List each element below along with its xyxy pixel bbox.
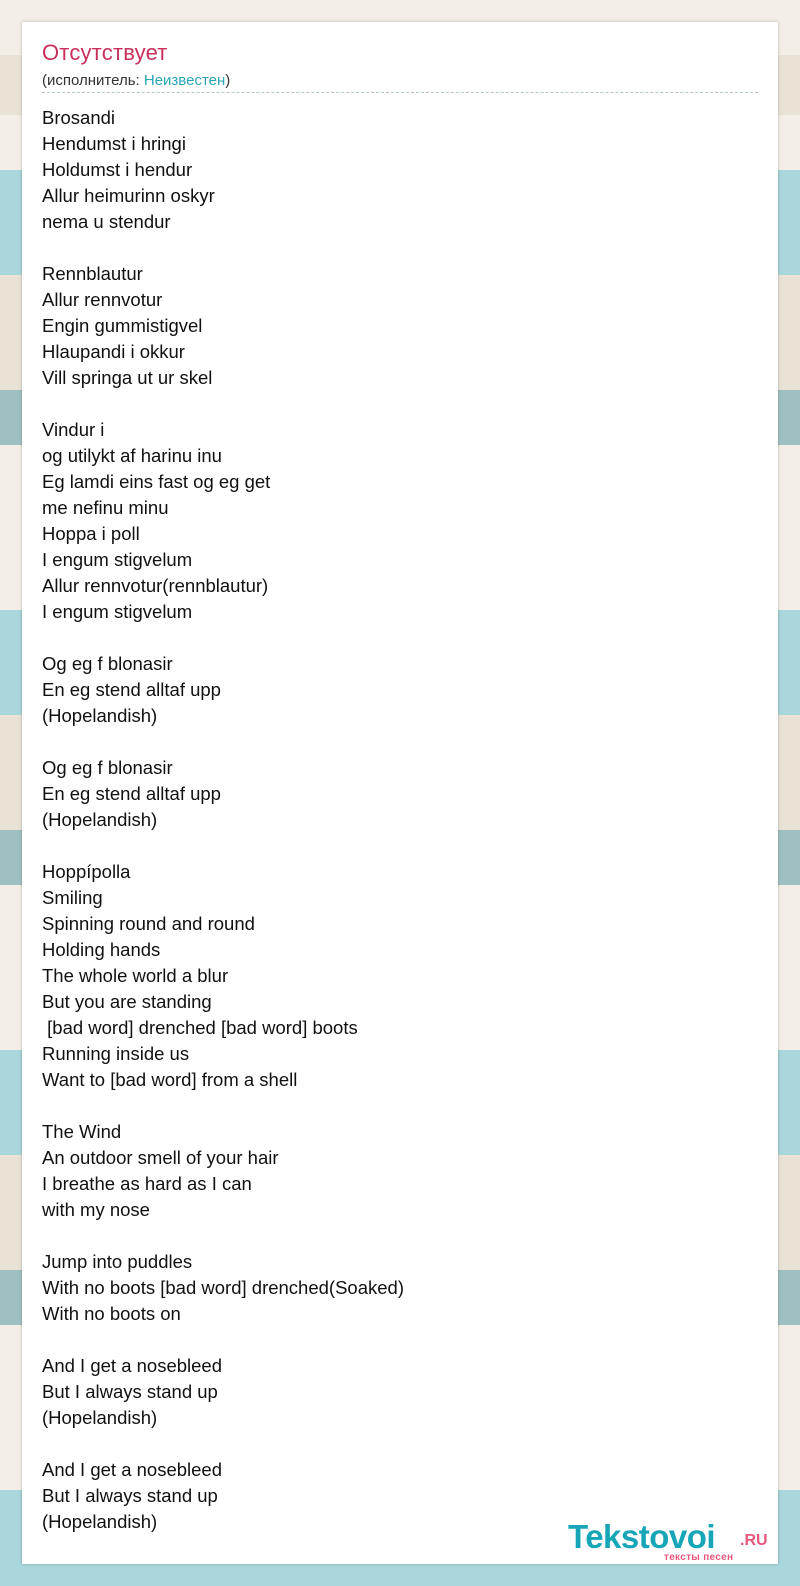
stanza-gap (42, 1223, 404, 1249)
lyric-line: I engum stigvelum (42, 549, 193, 570)
lyric-line: Allur rennvotur (42, 289, 163, 310)
lyric-line: The whole world a blur (42, 965, 229, 986)
lyric-line: Running inside us (42, 1043, 190, 1064)
lyric-line: Want to [bad word] from a shell (42, 1069, 298, 1090)
lyric-line: The Wind (42, 1121, 122, 1142)
stanza-gap (42, 235, 404, 261)
lyric-line: Rennblautur (42, 263, 143, 284)
lyric-line: Vill springa ut ur skel (42, 367, 213, 388)
stanza-gap (42, 1431, 404, 1457)
lyric-line: En eg stend alltaf upp (42, 679, 221, 700)
song-title: Отсутствует (42, 40, 168, 65)
logo-wordmark: Tekstovoi (568, 1518, 716, 1555)
lyric-line: (Hopelandish) (42, 1511, 158, 1532)
lyric-line: With no boots [bad word] drenched(Soaked) (42, 1277, 404, 1298)
lyric-line: me nefinu minu (42, 497, 169, 518)
stanza-gap (42, 1093, 404, 1119)
lyric-line: Vindur i (42, 419, 105, 440)
lyric-line: Engin gummistigvel (42, 315, 203, 336)
stanza-gap (42, 833, 404, 859)
stanza-gap (42, 1327, 404, 1353)
lyric-line: Hlaupandi i okkur (42, 341, 185, 362)
stanza-gap (42, 625, 404, 651)
lyric-line: (Hopelandish) (42, 809, 158, 830)
lyric-line: Smiling (42, 887, 103, 908)
lyric-line: Og eg f blonasir (42, 757, 173, 778)
stanza-gap (42, 391, 404, 417)
lyric-line: I breathe as hard as I can (42, 1173, 252, 1194)
lyric-line: Spinning round and round (42, 913, 255, 934)
lyric-line: Eg lamdi eins fast og eg get (42, 471, 271, 492)
lyric-line: Hendumst i hringi (42, 133, 186, 154)
artist-line (42, 72, 230, 89)
stanza-gap (42, 729, 404, 755)
lyric-line: But you are standing (42, 991, 212, 1012)
site-logo[interactable] (568, 1518, 778, 1568)
lyric-line: But I always stand up (42, 1485, 218, 1506)
lyric-line: But I always stand up (42, 1381, 218, 1402)
lyric-line: Allur rennvotur(rennblautur) (42, 575, 269, 596)
lyrics-text (42, 105, 404, 1535)
lyric-line: Holding hands (42, 939, 161, 960)
artist-prefix: (исполнитель: (42, 72, 144, 89)
logo-tagline: тексты песен (664, 1552, 734, 1563)
lyric-line: og utilykt af harinu inu (42, 445, 222, 466)
lyric-line: Jump into puddles (42, 1251, 193, 1272)
lyric-line: Brosandi (42, 107, 116, 128)
artist-suffix: ) (225, 72, 231, 89)
lyric-line: Og eg f blonasir (42, 653, 173, 674)
lyric-line: With no boots on (42, 1303, 181, 1324)
lyric-line: An outdoor smell of your hair (42, 1147, 279, 1168)
artist-link[interactable]: Неизвестен (143, 72, 226, 89)
lyric-line: [bad word] drenched [bad word] boots (42, 1017, 358, 1038)
lyric-line: Holdumst i hendur (42, 159, 193, 180)
logo-domain: .RU (740, 1532, 768, 1549)
title-divider (42, 92, 758, 93)
lyrics-card (22, 22, 778, 1564)
lyric-line: nema u stendur (42, 211, 171, 232)
lyric-line: Hoppípolla (42, 861, 131, 882)
lyric-line: I engum stigvelum (42, 601, 193, 622)
lyric-line: (Hopelandish) (42, 1407, 158, 1428)
lyric-line: Hoppa i poll (42, 523, 140, 544)
lyric-line: with my nose (42, 1199, 150, 1220)
lyric-line: Allur heimurinn oskyr (42, 185, 215, 206)
lyric-line: (Hopelandish) (42, 705, 158, 726)
lyric-line: And I get a nosebleed (42, 1459, 223, 1480)
lyric-line: And I get a nosebleed (42, 1355, 223, 1376)
lyric-line: En eg stend alltaf upp (42, 783, 221, 804)
